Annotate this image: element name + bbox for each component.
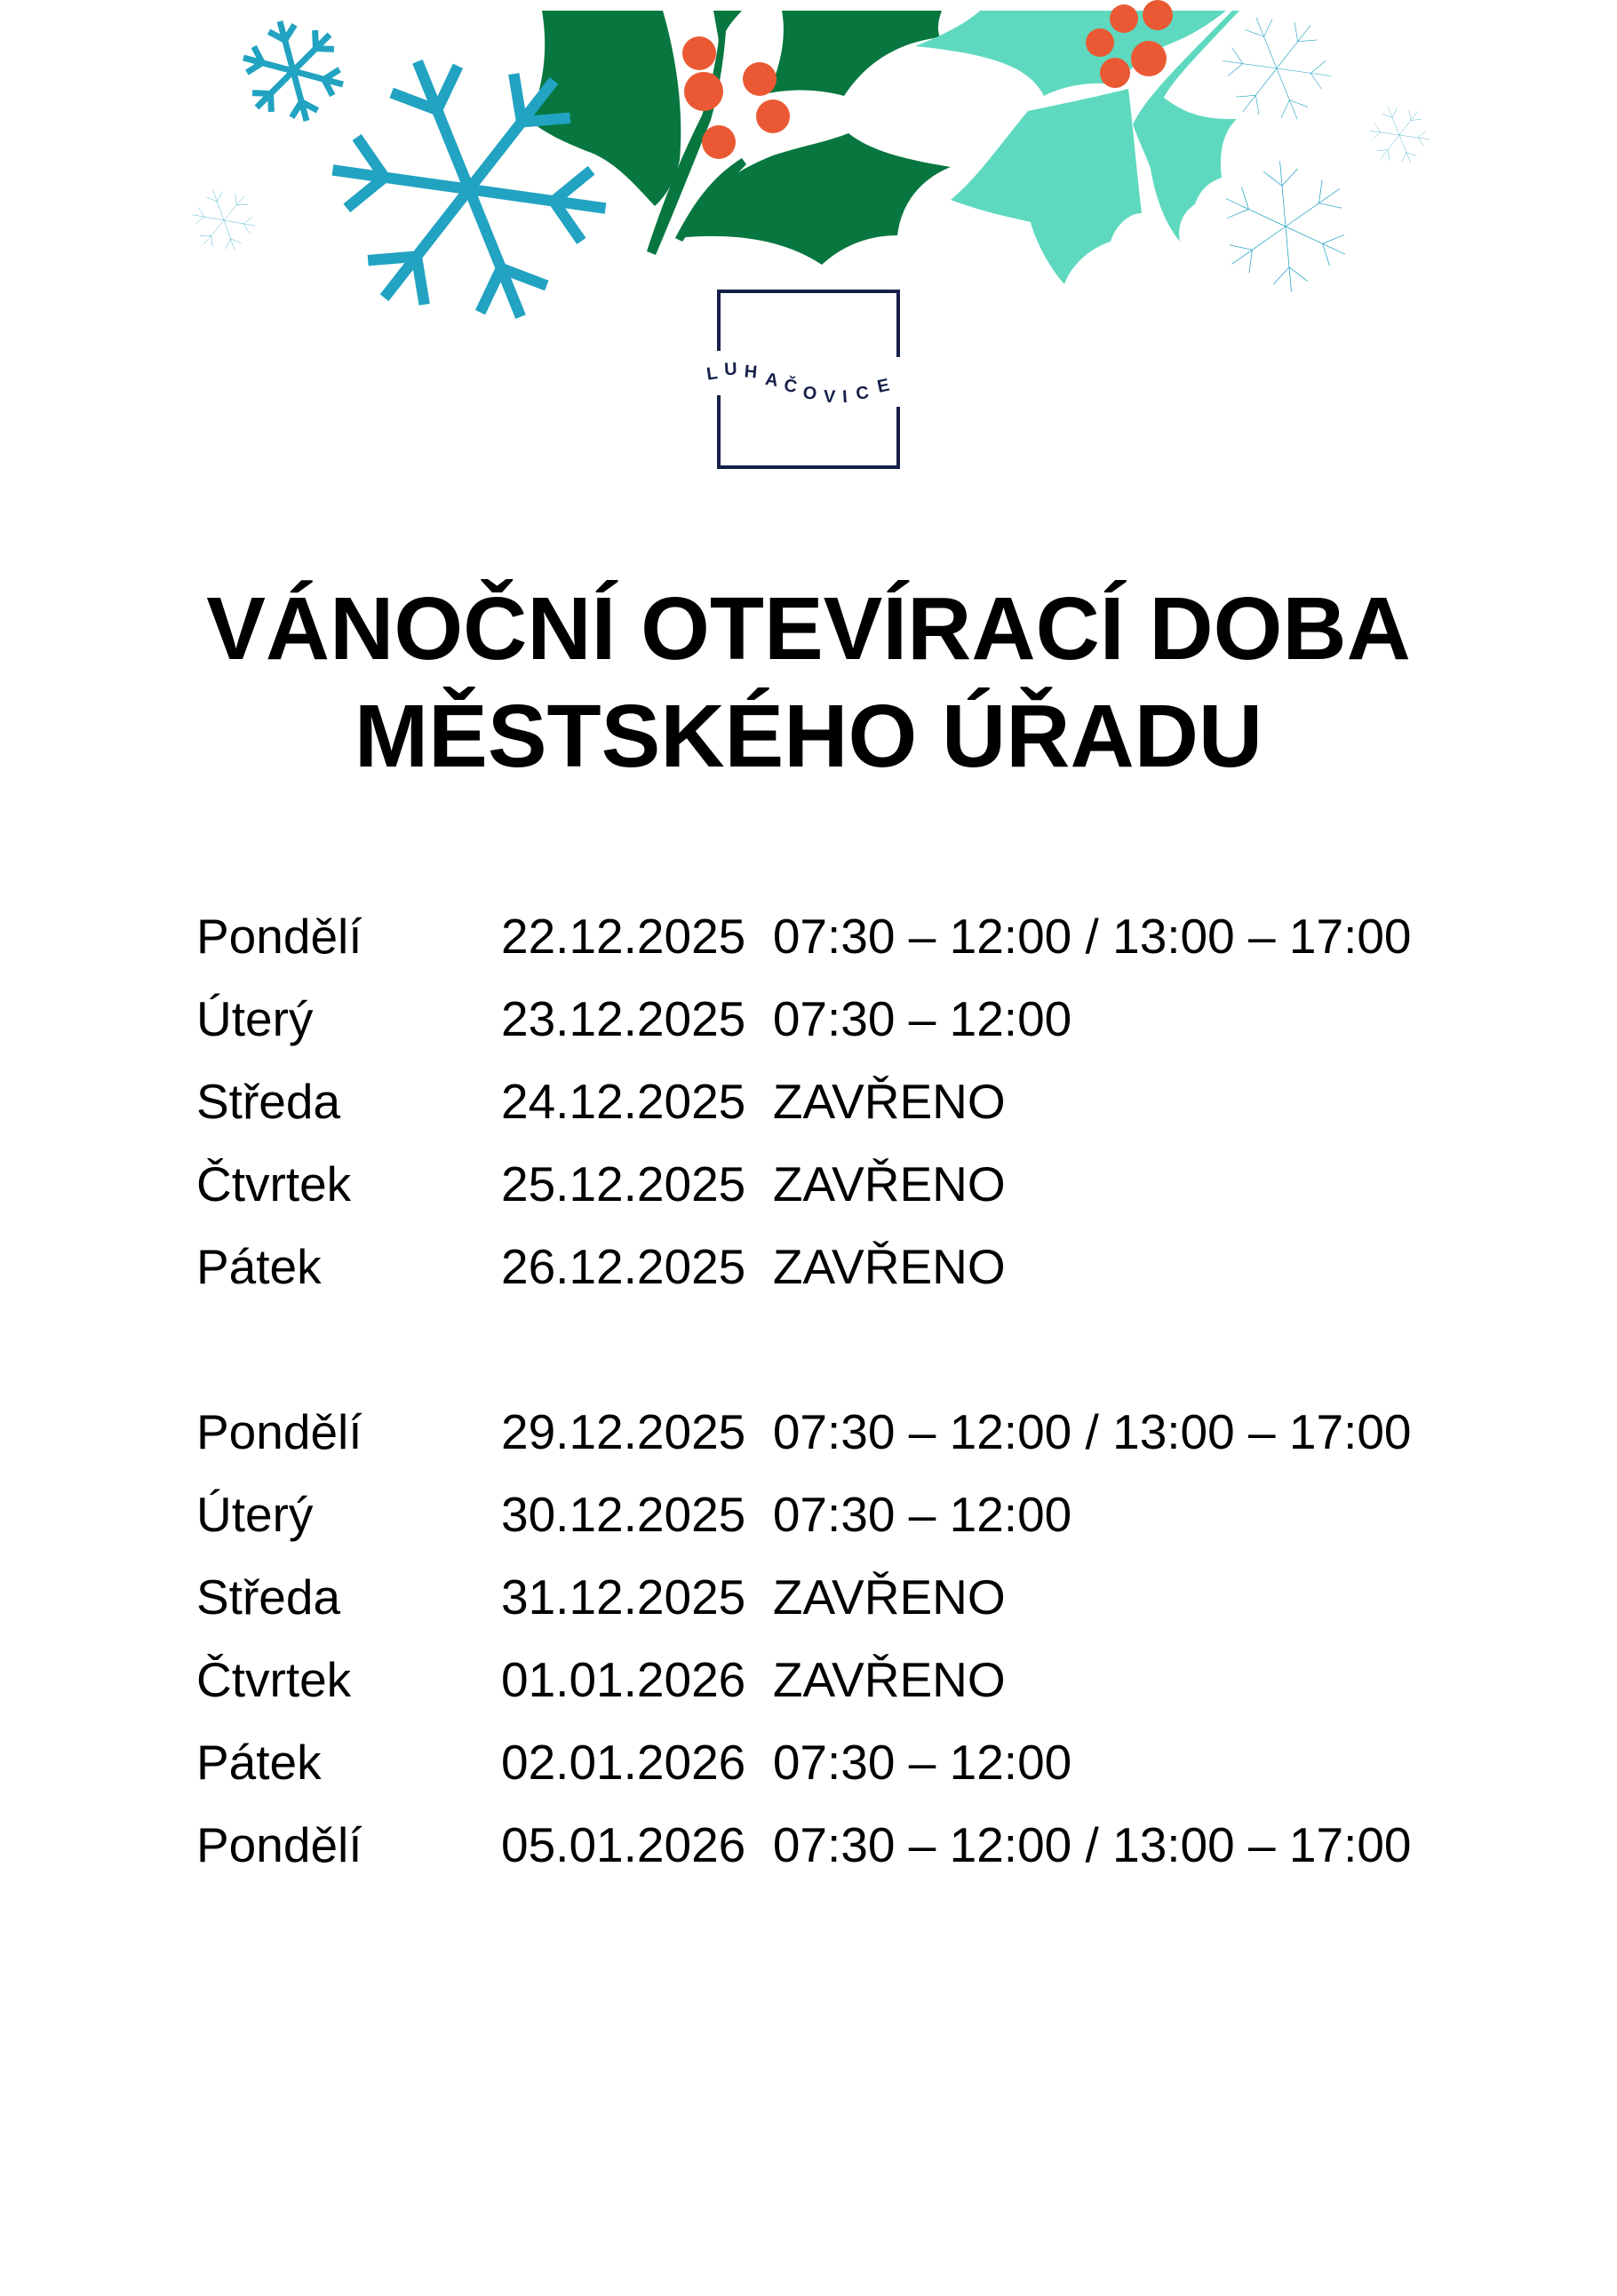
hours: 07:30 – 12:00 / 13:00 – 17:00 <box>772 909 1412 964</box>
schedule-row <box>196 909 1485 995</box>
schedule-row <box>196 1404 1485 1490</box>
hours: 07:30 – 12:00 / 13:00 – 17:00 <box>772 1817 1412 1872</box>
date: 05.01.2026 <box>501 1817 746 1872</box>
logo-letter: O <box>801 383 818 404</box>
logo-letter: Č <box>782 375 799 398</box>
opening-hours-schedule <box>196 909 1485 1903</box>
schedule-row <box>196 1569 1485 1656</box>
hours: ZAVŘENO <box>772 1569 1006 1625</box>
day-name: Čtvrtek <box>196 1652 352 1707</box>
date: 24.12.2025 <box>501 1074 746 1129</box>
date: 31.12.2025 <box>501 1569 746 1625</box>
holly-leaf-dark-left <box>530 11 681 206</box>
hours: ZAVŘENO <box>772 1239 1006 1294</box>
date: 22.12.2025 <box>501 909 746 964</box>
schedule-row <box>196 1652 1485 1738</box>
logo-letter: V <box>823 386 836 408</box>
logo-letter: U <box>723 359 738 380</box>
page-title-line-2: MĚSTSKÉHO ÚŘADU <box>354 687 1263 786</box>
snowflake-icon-bottom-right <box>1215 155 1357 298</box>
day-name: Středa <box>196 1569 341 1625</box>
holly-leaf-mint <box>915 11 1239 284</box>
logo-letter: I <box>841 386 848 408</box>
schedule-row <box>196 1487 1485 1573</box>
day-name: Pondělí <box>196 1817 362 1872</box>
schedule-row <box>196 1239 1485 1325</box>
logo-letter: C <box>854 383 871 404</box>
hours: 07:30 – 12:00 / 13:00 – 17:00 <box>772 1404 1412 1459</box>
day-name: Úterý <box>196 991 314 1046</box>
logo-letter: E <box>875 375 892 397</box>
christmas-header-illustration <box>0 0 1617 497</box>
day-name: Čtvrtek <box>196 1156 352 1212</box>
logo-letter: H <box>743 361 759 383</box>
schedule-row <box>196 991 1485 1077</box>
day-name: Pátek <box>196 1735 322 1790</box>
schedule-row <box>196 1817 1485 1903</box>
date: 30.12.2025 <box>501 1487 746 1542</box>
snowflake-icon-tiny-left <box>183 179 265 261</box>
date: 29.12.2025 <box>501 1404 746 1459</box>
schedule-row <box>196 1156 1485 1243</box>
date: 26.12.2025 <box>501 1239 746 1294</box>
day-name: Pátek <box>196 1239 322 1294</box>
schedule-row <box>196 1735 1485 1821</box>
snowflake-icon-small-top-left <box>230 8 356 134</box>
page-title-line-1: VÁNOČNÍ OTEVÍRACÍ DOBA <box>206 579 1411 679</box>
schedule-row <box>196 1074 1485 1160</box>
hours: 07:30 – 12:00 <box>772 1735 1072 1790</box>
logo-letter: A <box>763 369 780 392</box>
date: 23.12.2025 <box>501 991 746 1046</box>
day-name: Středa <box>196 1074 341 1129</box>
hours: 07:30 – 12:00 <box>772 991 1072 1046</box>
schedule-spacer <box>196 1325 1485 1408</box>
luhacovice-logo <box>705 291 898 467</box>
hours: 07:30 – 12:00 <box>772 1487 1072 1542</box>
hours: ZAVŘENO <box>772 1156 1006 1212</box>
logo-letter: L <box>705 363 720 385</box>
day-name: Pondělí <box>196 1404 362 1459</box>
snowflake-icon-tiny-right <box>1360 96 1438 174</box>
date: 01.01.2026 <box>501 1652 746 1707</box>
date: 25.12.2025 <box>501 1156 746 1212</box>
day-name: Pondělí <box>196 909 362 964</box>
date: 02.01.2026 <box>501 1735 746 1790</box>
hours: ZAVŘENO <box>772 1652 1006 1707</box>
hours: ZAVŘENO <box>772 1074 1006 1129</box>
day-name: Úterý <box>196 1487 314 1542</box>
